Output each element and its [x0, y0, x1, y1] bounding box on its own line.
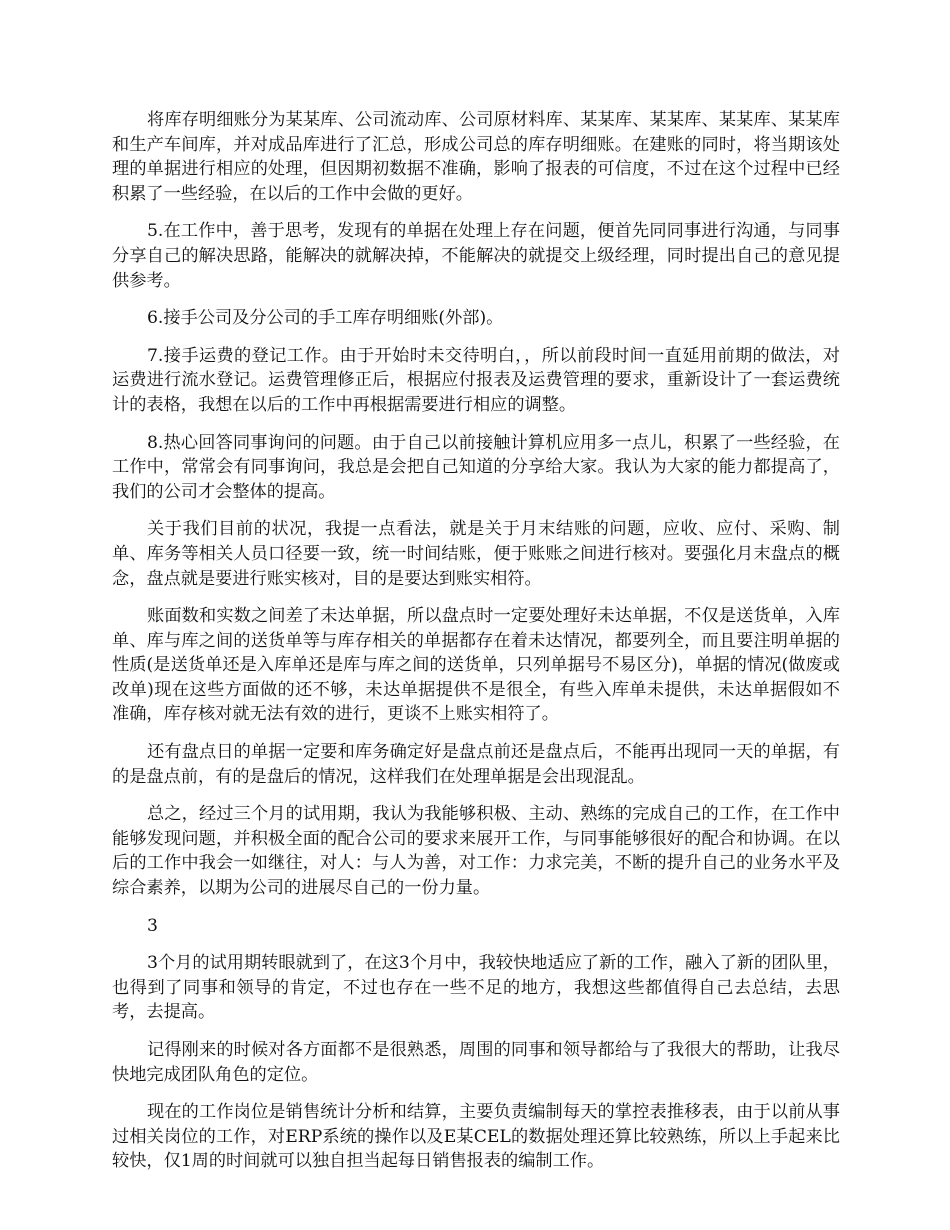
paragraph-inventory-ledger: 将库存明细账分为某某库、公司流动库、公司原材料库、某某库、某某库、某某库、某某库和生产车间库，并对成品库进行了汇总，形成公司总的库存明细账。在建账的同时，将当期该处理的单据进行相应的处理，但因期初数据不准确，影响了报表的可信度，不过在这个过程中已经积累了一些经验，在以后的工作中会做的更好。 — [112, 110, 840, 204]
document-page — [112, 108, 840, 1187]
paragraph-current-position: 现在的工作岗位是销售统计分析和结算，主要负责编制每天的掌控表推移表，由于以前从事过相关岗位的工作，对ERP系统的操作以及E某CEL的数据处理还算比较熟练，所以上手起来比较快，仅1周的时间就可以独自担当起每日销售报表的编制工作。 — [112, 1102, 840, 1172]
paragraph-item-6: 6.接手公司及分公司的手工库存明细账(外部)。 — [147, 308, 504, 329]
paragraph-team-help: 记得刚来的时候对各方面都不是很熟悉，周围的同事和领导都给与了我很大的帮助，让我尽快地完成团队角色的定位。 — [112, 1040, 840, 1085]
paragraph-item-7: 7.接手运费的登记工作。由于开始时未交待明白，，所以前段时间一直延用前期的做法，对运费进行流水登记。运费管理修正后，根据应付报表及运费管理的要求，重新设计了一套运费统计的表格，我想在以后的工作中再根据需要进行相应的调整。 — [112, 345, 840, 415]
paragraph-stocktake-day: 还有盘点日的单据一定要和库务确定好是盘点前还是盘点后，不能再出现同一天的单据，有的是盘点前，有的是盘后的情况，这样我们在处理单据是会出现混乱。 — [112, 742, 840, 787]
section-number: 3 — [147, 915, 158, 936]
paragraph-summary: 总之，经过三个月的试用期，我认为我能够积极、主动、熟练的完成自己的工作，在工作中能够发现问题，并积极全面的配合公司的要求来展开工作，与同事能够很好的配合和协调。在以后的工作中我会一如继往，对人：与人为善，对工作：力求完美，不断的提升自己的业务水平及综合素养，以期为公司的进展尽自己的一份力量。 — [112, 804, 840, 899]
paragraph-month-end-closing: 关于我们目前的状况，我提一点看法，就是关于月末结账的问题，应收、应付、采购、制单、库务等相关人员口径要一致，统一时间结账，便于账账之间进行核对。要强化月末盘点的概念，盘点就是要进行账实核对，目的是要达到账实相符。 — [112, 519, 840, 589]
paragraph-item-5: 5.在工作中，善于思考，发现有的单据在处理上存在问题，便首先同同事进行沟通，与同事分享自己的解决思路，能解决的就解决掉，不能解决的就提交上级经理，同时提出自己的意见提供参考。 — [112, 221, 840, 291]
paragraph-item-8: 8.热心回答同事询问的问题。由于自己以前接触计算机应用多一点儿，积累了一些经验，在工作中，常常会有同事询问，我总是会把自己知道的分享给大家。我认为大家的能力都提高了，我们的公司才会整体的提高。 — [112, 432, 840, 502]
paragraph-pending-documents: 账面数和实数之间差了未达单据，所以盘点时一定要处理好未达单据，不仅是送货单，入库单、库与库之间的送货单等与库存相关的单据都存在着未达情况，都要列全，而且要注明单据的性质(是送货单还是入库单还是库与库之间的送货单，只列单据号不易区分)，单据的情况(做废或改单)现在这些方面做的还不够，未达单据提供不是很全，有些入库单未提供，未达单据假如不准确，库存核对就无法有效的进行，更谈不上账实相符了。 — [112, 606, 840, 725]
paragraph-three-months: 3个月的试用期转眼就到了，在这3个月中，我较快地适应了新的工作，融入了新的团队里，也得到了同事和领导的肯定，不过也存在一些不足的地方，我想这些都值得自己去总结，去思考，去提高。 — [112, 953, 840, 1023]
